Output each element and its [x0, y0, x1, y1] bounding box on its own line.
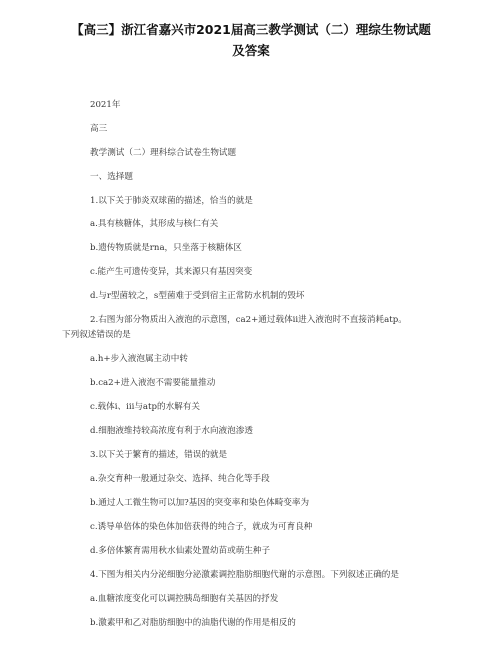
document-title-line-1: 【高三】浙江省嘉兴市2021届高三教学测试（二）理综生物试题: [71, 22, 431, 37]
question-2-option-a: a.h+步入液泡属主动中转: [90, 354, 188, 364]
section-heading: 一、选择题: [90, 172, 133, 182]
question-4: 4.下图为相关内分泌细胞分泌激素调控脂肪细胞代谢的示意图。下列叙述正确的是: [90, 570, 399, 580]
question-2-continued: 下列叙述错误的是: [62, 330, 131, 340]
question-4-option-b: b.激素甲和乙对脂肪细胞中的油脂代谢的作用是相反的: [90, 618, 296, 628]
question-2-option-c: c.载体ⅰ、ⅲ与atp的水解有关: [90, 402, 200, 412]
question-1-option-a: a.具有核糖体，其形成与核仁有关: [90, 219, 219, 229]
question-1-option-c: c.能产生可遗传变异，其来源只有基因突变: [90, 267, 253, 277]
question-3-option-d: d.多倍体繁育需用秋水仙素处置幼苗或萌生种子: [90, 546, 271, 556]
text-line-exam-name: 教学测试（二）理科综合试卷生物试题: [90, 148, 237, 158]
question-2-option-b: b.ca2+进入液泡不需要能量推动: [90, 378, 216, 388]
question-1-option-b: b.遗传物质就是rna，只坐落于核糖体区: [90, 243, 242, 253]
question-1: 1.以下关于肺炎双球菌的描述，恰当的就是: [90, 196, 253, 206]
question-3: 3.以下关于繁育的描述，错误的就是: [90, 450, 228, 460]
question-3-option-a: a.杂交育种一般通过杂交、选择、纯合化等手段: [90, 474, 270, 484]
question-3-option-c: c.诱导单倍体的染色体加倍获得的纯合子，就成为可育良种: [90, 522, 313, 532]
question-1-option-d: d.与r型菌较之，s型菌难于受到宿主正常防水机制的毁坏: [90, 291, 305, 301]
question-3-option-b: b.通过人工微生物可以加?基因的突变率和染色体畸变率为: [90, 498, 310, 508]
question-4-option-a: a.血糖浓度变化可以调控胰岛细胞有关基因的抒发: [90, 594, 279, 604]
document-title-line-2: 及答案: [232, 43, 270, 58]
text-line-year: 2021年: [90, 100, 121, 110]
question-2: 2.右图为部分物质出入液泡的示意图，ca2+通过载体ii进入液泡时不直接消耗atp。: [90, 315, 407, 325]
text-line-grade: 高三: [90, 124, 108, 134]
question-2-option-d: d.细胞液维持较高浓度有利于水向液泡渗透: [90, 426, 253, 436]
